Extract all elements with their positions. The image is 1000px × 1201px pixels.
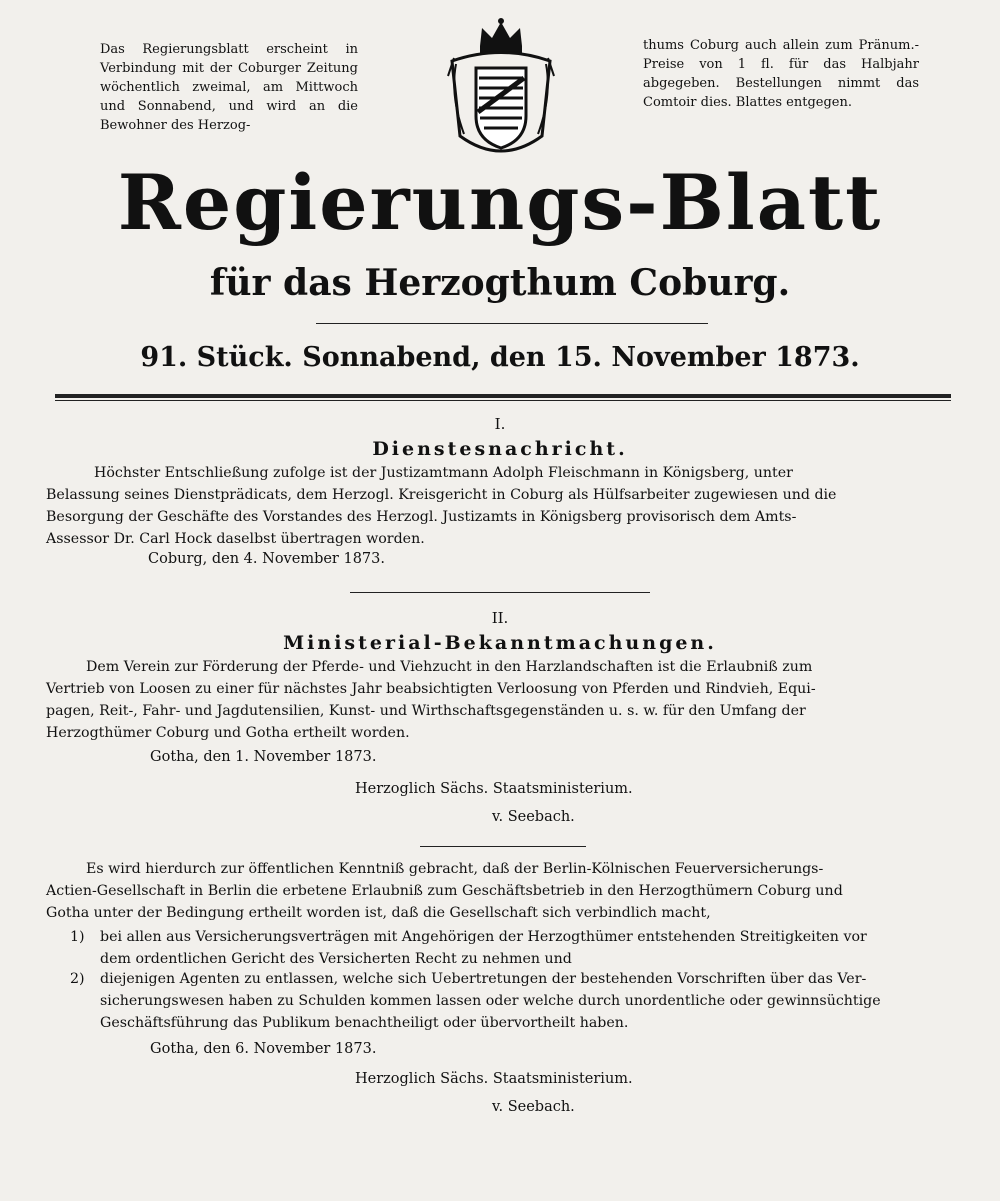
- issue-rule-thick: [55, 394, 951, 398]
- text-line: diejenigen Agenten zu entlassen, welche sich Uebertretungen der bestehenden Vorschriften über das Ver-: [100, 971, 867, 987]
- text-line: Geschäftsführung das Publikum benachtheiligt oder übervortheilt haben.: [100, 1015, 629, 1031]
- issue-rule-thin: [55, 400, 951, 401]
- header-right-notice: thums Coburg auch allein zum Pränum.-Preise von 1 fl. für das Halbjahr abgegeben. Bestellungen nimmt das Comtoir dies. Blattes entgegen.: [643, 38, 919, 110]
- list-number: 2): [70, 971, 85, 987]
- text-line: Es wird hierdurch zur öffentlichen Kenntniß gebracht, daß der Berlin-Kölnischen Feuerversicherungs-: [86, 861, 824, 877]
- issuing-authority: Herzoglich Sächs. Staatsministerium.: [355, 781, 633, 797]
- text-line: Vertrieb von Loosen zu einer für nächstes Jahr beabsichtigten Verloosung von Pferden und Rindvieh, Equi-: [46, 681, 816, 697]
- text-line: Dem Verein zur Förderung der Pferde- und Viehzucht in den Harzlandschaften ist die Erlaubniß zum: [86, 659, 813, 675]
- text-line: Gotha unter der Bedingung ertheilt worden ist, daß die Gesellschaft sich verbindlich macht,: [46, 905, 711, 921]
- place-date: Gotha, den 6. November 1873.: [150, 1041, 377, 1057]
- issuing-authority: Herzoglich Sächs. Staatsministerium.: [355, 1071, 633, 1087]
- section-title: Ministerial-Bekanntmachungen.: [283, 632, 717, 654]
- condition-item-1: [70, 926, 962, 970]
- text-line: Höchster Entschließung zufolge ist der Justizamtmann Adolph Fleischmann in Königsberg, unter: [94, 465, 793, 481]
- text-line: Besorgung der Geschäfte des Vorstandes des Herzogl. Justizamts in Königsberg provisorisch dem Amts-: [46, 509, 797, 525]
- section-number: I.: [494, 415, 506, 433]
- ministerial-notice-2: [46, 858, 962, 924]
- section-divider: [350, 592, 650, 593]
- text-line: bei allen aus Versicherungsverträgen mit Angehörigen der Herzogthümer entstehenden Streitigkeiten vor: [100, 929, 867, 945]
- section-title: Dienstesnachricht.: [372, 438, 628, 460]
- list-number: 1): [70, 929, 85, 945]
- text-line: sicherungswesen haben zu Schulden kommen lassen oder welche durch unordentliche oder gewinnsüchtige: [100, 993, 881, 1009]
- issue-line: 91. Stück. Sonnabend, den 15. November 1873.: [140, 342, 860, 373]
- masthead-divider: [316, 323, 708, 324]
- place-date: Gotha, den 1. November 1873.: [150, 749, 377, 765]
- section-number: II.: [491, 609, 509, 627]
- text-line: Herzogthümer Coburg und Gotha ertheilt worden.: [46, 725, 410, 741]
- signatory: v. Seebach.: [492, 1099, 575, 1115]
- service-notice: [46, 462, 962, 550]
- text-line: pagen, Reit-, Fahr- und Jagdutensilien, Kunst- und Wirthschaftsgegenständen u. s. w. für den Umfang der: [46, 703, 806, 719]
- text-line: Assessor Dr. Carl Hock daselbst übertragen worden.: [46, 531, 425, 547]
- text-line: Actien-Gesellschaft in Berlin die erbetene Erlaubniß zum Geschäftsbetrieb in den Herzogthümern Coburg und: [46, 883, 843, 899]
- coat-of-arms-icon: [442, 16, 560, 166]
- masthead-subtitle: für das Herzogthum Coburg.: [209, 262, 791, 304]
- text-line: Belassung seines Dienstprädicats, dem Herzogl. Kreisgericht in Coburg als Hülfsarbeiter zugewiesen und die: [46, 487, 837, 503]
- masthead-title: Regierungs-Blatt: [117, 158, 883, 247]
- header-left-notice: Das Regierungsblatt erscheint in Verbindung mit der Coburger Zeitung wöchentlich zweimal, am Mittwoch und Sonnabend, und wird an die Bewohner des Herzog-: [100, 42, 358, 133]
- notice-divider: [420, 846, 586, 847]
- place-date: Coburg, den 4. November 1873.: [148, 551, 385, 567]
- text-line: dem ordentlichen Gericht des Versicherten Recht zu nehmen und: [100, 951, 572, 967]
- ministerial-notice-1: [46, 656, 962, 744]
- condition-item-2: [70, 968, 962, 1034]
- signatory: v. Seebach.: [492, 809, 575, 825]
